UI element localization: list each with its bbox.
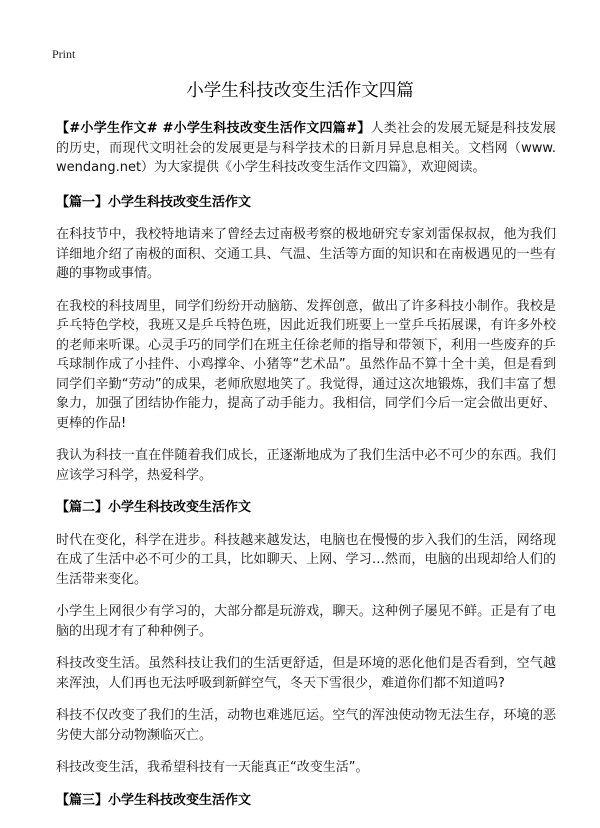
document-title: 小学生科技改变生活作文四篇 [186, 81, 414, 101]
document-body [56, 119, 556, 823]
section-heading-3: 【篇三】小学生科技改变生活作文 [56, 792, 252, 808]
intro-text: 人类社会的发展无疑是科技发展的历史，而现代文明社会的发展更是与科学技术的日新月异息息相关。文档网（www.wendang.net）为大家提供《小学生科技改变生活作文四篇》，欢迎阅读。 [56, 121, 556, 175]
section-2-paragraph-4: 科技不仅改变了我们的生活，动物也难逃厄运。空气的浑浊使动物无法生存，环境的恶劣使大部分动物濒临灭亡。 [56, 708, 556, 743]
section-2-paragraph-2: 小学生上网很少有学习的，大部分都是玩游戏，聊天。这种例子屡见不鲜。正是有了电脑的出现才有了种种例子。 [56, 604, 556, 639]
print-label: Print [52, 47, 76, 61]
section-heading-2: 【篇二】小学生科技改变生活作文 [56, 500, 252, 515]
section-1-paragraph-1: 在科技节中，我校特地请来了曾经去过南极考察的极地研究专家刘雷保叔叔，他为我们详细地介绍了南极的面积、交通工具、气温、生活等方面的知识和在南极遇见的一些有趣的事物或事情。 [56, 227, 556, 281]
section-heading-1: 【篇一】小学生科技改变生活作文 [56, 194, 252, 210]
section-1-paragraph-2: 在我校的科技周里，同学们纷纷开动脑筋、发挥创意，做出了许多科技小制作。我校是乒乓特色学校，我班又是乒乓特色班，因此近我们班要上一堂乒乓拓展课，有许多外校的老师来听课。心灵手巧的同学们在班主任徐老师的指导和带领下，利用一些废弃的乒乓球制作成了小挂件、小鸡撑伞、小猪等“艺术品”。虽然作品不算十全十美，但是看到同学们辛勤“劳动”的成果，老师欣慰地笑了。我觉得，通过这次地锻炼，我们丰富了想象力，加强了团结协作能力，提高了动手能力。我相信，同学们今后一定会做出更好、更棒的作品! [56, 298, 556, 431]
intro-lead-tag: 【#小学生作文# #小学生科技改变生活作文四篇#】 [56, 121, 371, 136]
section-2-paragraph-5: 科技改变生活，我希望科技有一天能真正“改变生活”。 [56, 760, 369, 775]
section-2-paragraph-3: 科技改变生活。虽然科技让我们的生活更舒适，但是环境的恶化他们是否看到，空气越来浑浊，人们再也无法呼吸到新鲜空气，冬天下雪很少，难道你们都不知道吗? [56, 656, 556, 691]
section-2-paragraph-1: 时代在变化，科学在进步。科技越来越发达，电脑也在慢慢的步入我们的生活，网络现在成了生活中必不可少的工具，比如聊天、上网、学习…然而，电脑的出现却给人们的生活带来变化。 [56, 532, 556, 587]
intro-paragraph [56, 119, 556, 178]
section-1-paragraph-3: 我认为科技一直在伴随着我们成长，正逐渐地成为了我们生活中必不可少的东西。我们应该学习科学，热爱科学。 [56, 448, 556, 483]
